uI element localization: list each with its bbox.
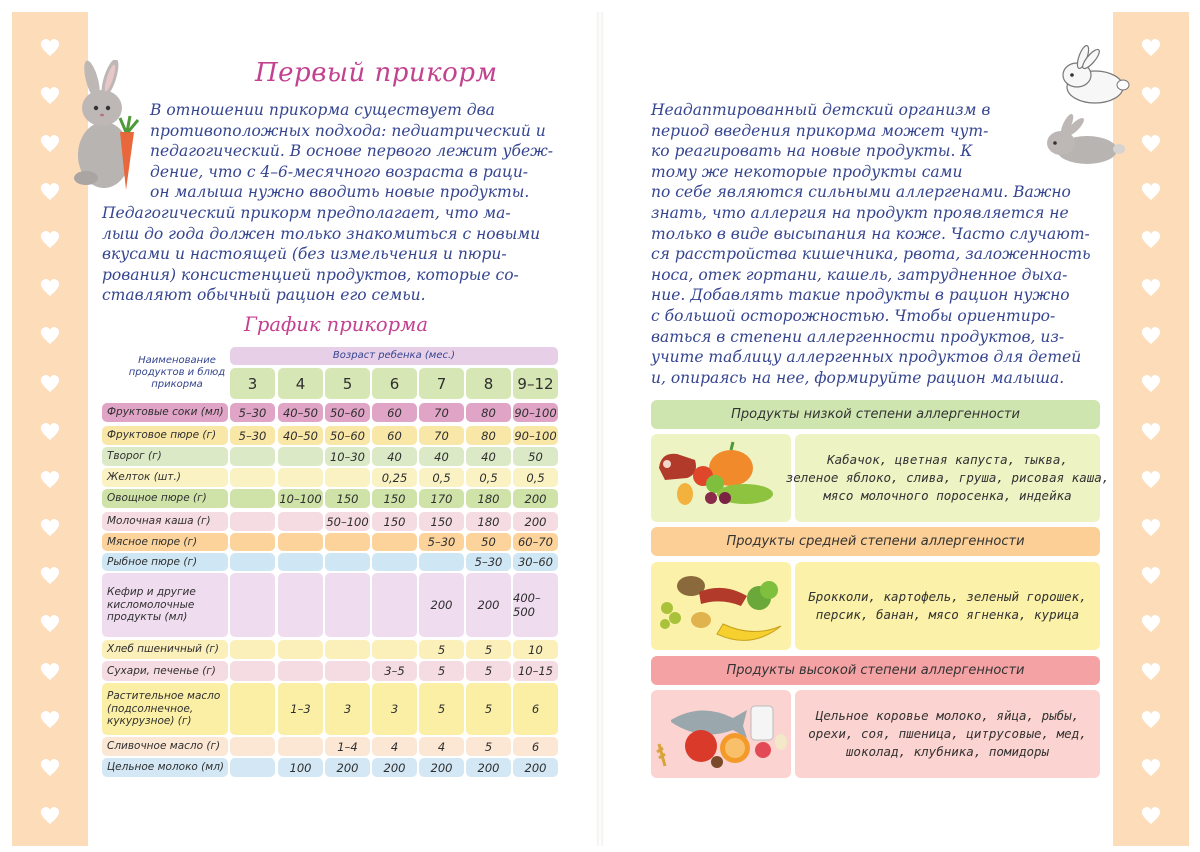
table-row-label: Мясное пюре (г) [102, 533, 228, 551]
table-cell: 180 [466, 489, 511, 508]
table-cell: 170 [419, 489, 464, 508]
heart-icon [1139, 707, 1163, 731]
table-cell: 50–60 [325, 403, 370, 422]
heart-icon [38, 515, 62, 539]
table-cell: 200 [513, 489, 558, 508]
table-cell: 50–60 [325, 426, 370, 445]
intro-line: знать, что аллергия на продукт проявляется не [651, 203, 1069, 222]
table-cell: 10–30 [325, 447, 370, 466]
table-cell [278, 640, 323, 659]
table-cell [230, 758, 275, 777]
table-cell [230, 640, 275, 659]
allergen-line: Брокколи, картофель, зеленый горошек, [808, 589, 1087, 604]
age-column-header: 4 [278, 368, 323, 399]
table-cell: 150 [372, 512, 417, 531]
heart-icon [1139, 35, 1163, 59]
heart-icon [38, 179, 62, 203]
allergen-line: орехи, соя, пшеница, цитрусовые, мед, [808, 726, 1087, 741]
table-cell: 0,25 [372, 468, 417, 487]
table-row-label: Сливочное масло (г) [102, 737, 228, 756]
low-allergen-box [651, 434, 1110, 522]
heart-icon [1139, 179, 1163, 203]
table-cell [278, 533, 323, 551]
table-cell: 0,5 [513, 468, 558, 487]
heart-icon [1139, 611, 1163, 635]
intro-line: В отношении прикорма существует два [150, 101, 495, 119]
table-cell: 40 [419, 447, 464, 466]
table-cell: 4 [372, 737, 417, 756]
table-cell: 6 [513, 737, 558, 756]
high-allergen-header: Продукты высокой степени аллергенности [651, 656, 1100, 685]
age-header: Возраст ребенка (мес.) [230, 347, 558, 365]
heart-icon [1139, 803, 1163, 827]
intro-line: педагогический. В основе первого лежит убеж- [150, 142, 554, 161]
table-cell: 200 [419, 573, 464, 637]
table-row-label: Сухари, печенье (г) [102, 661, 228, 681]
heart-icon [38, 467, 62, 491]
table-cell: 1–4 [325, 737, 370, 756]
intro-line: Неадаптированный детский организм в [651, 101, 991, 119]
table-cell [230, 737, 275, 756]
food-illustration-icon [651, 562, 791, 650]
table-cell: 80 [466, 403, 511, 422]
table-cell [278, 447, 323, 466]
right-intro-paragraph [651, 100, 1106, 388]
age-column-header: 6 [372, 368, 417, 399]
table-cell [278, 512, 323, 531]
age-column-header: 8 [466, 368, 511, 399]
table-cell: 6 [513, 683, 558, 735]
table-cell: 10–100 [278, 489, 323, 508]
table-cell: 150 [419, 512, 464, 531]
table-cell [230, 512, 275, 531]
age-column-header: 5 [325, 368, 370, 399]
medium-allergen-list [795, 562, 1100, 650]
table-cell: 4 [419, 737, 464, 756]
intro-line: он малыша нужно вводить новые продукты. [150, 183, 530, 202]
low-allergen-header: Продукты низкой степени аллергенности [651, 400, 1100, 429]
heart-icon [1139, 371, 1163, 395]
table-row-label: Фруктовые соки (мл) [102, 403, 228, 422]
table-cell [230, 553, 275, 571]
table-row-label: Овощное пюре (г) [102, 489, 228, 508]
intro-line: противоположных подхода: педиатрический и [150, 121, 546, 140]
table-row-label: Молочная каша (г) [102, 512, 228, 531]
schedule-title: График прикорма [244, 313, 428, 336]
intro-line: ся расстройства кишечника, рвота, заложенность [651, 245, 1091, 264]
heart-icon [38, 35, 62, 59]
table-row-label: Хлеб пшеничный (г) [102, 640, 228, 659]
table-cell: 5 [466, 661, 511, 681]
table-cell: 0,5 [419, 468, 464, 487]
intro-line: лыш до года должен только знакомиться с новыми [102, 224, 541, 243]
page-gutter [597, 12, 603, 846]
table-cell: 200 [513, 512, 558, 531]
table-cell: 50 [513, 447, 558, 466]
heart-icon [38, 227, 62, 251]
heart-icon [38, 659, 62, 683]
table-cell [372, 553, 417, 571]
table-cell: 60 [372, 426, 417, 445]
table-row-label: Желток (шт.) [102, 468, 228, 487]
table-cell: 50–100 [325, 512, 370, 531]
table-cell [419, 553, 464, 571]
medium-allergen-image [651, 562, 791, 650]
heart-icon [1139, 755, 1163, 779]
table-row-label: Творог (г) [102, 447, 228, 466]
table-cell: 3 [325, 683, 370, 735]
table-cell: 150 [325, 489, 370, 508]
table-cell [278, 573, 323, 637]
table-row-label: Кефир и другие кисломолочные продукты (мл) [102, 573, 228, 637]
intro-line: вкусами и настоящей (без измельчения и пюри- [102, 245, 507, 264]
table-cell: 70 [419, 403, 464, 422]
table-cell [372, 573, 417, 637]
table-cell: 3–5 [372, 661, 417, 681]
table-corner-header: Наименование продуктов и блюд прикорма [102, 347, 252, 399]
heart-icon [1139, 131, 1163, 155]
table-row-label: Цельное молоко (мл) [102, 758, 228, 777]
low-allergen-image [651, 434, 791, 522]
age-column-header: 9–12 [513, 368, 558, 399]
table-cell: 5 [466, 683, 511, 735]
table-cell [230, 468, 275, 487]
table-cell [372, 533, 417, 551]
table-cell [278, 661, 323, 681]
heart-icon [38, 131, 62, 155]
medium-allergen-header: Продукты средней степени аллергенности [651, 527, 1100, 556]
table-cell: 400–500 [513, 573, 558, 637]
high-allergen-box [651, 690, 1100, 778]
table-cell: 5 [466, 640, 511, 659]
table-cell: 3 [372, 683, 417, 735]
table-cell: 5–30 [419, 533, 464, 551]
left-intro-paragraph [102, 100, 557, 306]
table-cell [325, 533, 370, 551]
table-cell: 150 [372, 489, 417, 508]
table-cell: 70 [419, 426, 464, 445]
table-cell: 200 [513, 758, 558, 777]
food-illustration-icon [651, 690, 791, 778]
table-cell [325, 468, 370, 487]
high-allergen-list [795, 690, 1100, 778]
intro-line: ко реагировать на новые продукты. К [651, 142, 973, 161]
age-column-header: 7 [419, 368, 464, 399]
table-cell: 200 [325, 758, 370, 777]
allergen-line: зеленое яблоко, слива, груша, рисовая каша, [785, 470, 1110, 485]
allergen-line: шоколад, клубника, помидоры [845, 744, 1050, 759]
table-cell: 60–70 [513, 533, 558, 551]
heart-icon [1139, 83, 1163, 107]
intro-line: ставляют обычный рацион его семьи. [102, 286, 426, 305]
heart-icon [1139, 659, 1163, 683]
intro-line: носа, отек гортани, кашель, затрудненное дыха- [651, 265, 1068, 284]
table-cell: 40–50 [278, 426, 323, 445]
allergen-line: мясо молочного поросенка, индейка [823, 488, 1072, 503]
table-cell: 1–3 [278, 683, 323, 735]
table-cell: 90–100 [513, 426, 558, 445]
table-cell [325, 553, 370, 571]
heart-icon [38, 371, 62, 395]
table-row-label: Рыбное пюре (г) [102, 553, 228, 571]
table-cell [372, 640, 417, 659]
allergen-line: Цельное коровье молоко, яйца, рыбы, [815, 708, 1080, 723]
table-cell: 10–15 [513, 661, 558, 681]
table-cell: 5 [419, 683, 464, 735]
high-allergen-image [651, 690, 791, 778]
table-cell [230, 447, 275, 466]
table-cell [278, 468, 323, 487]
food-illustration-icon [651, 434, 791, 522]
intro-line: учите таблицу аллергенных продуктов для детей [651, 348, 1082, 367]
heart-icon [38, 611, 62, 635]
table-cell [325, 640, 370, 659]
intro-line: ние. Добавлять такие продукты в рацион нужно [651, 286, 1070, 305]
heart-icon [1139, 563, 1163, 587]
table-cell: 60 [372, 403, 417, 422]
table-row-label: Фруктовое пюре (г) [102, 426, 228, 445]
table-cell: 50 [466, 533, 511, 551]
table-cell: 40–50 [278, 403, 323, 422]
table-cell: 40 [372, 447, 417, 466]
heart-icon [1139, 419, 1163, 443]
medium-allergen-box [651, 562, 1100, 650]
age-column-header: 3 [230, 368, 275, 399]
table-cell: 90–100 [513, 403, 558, 422]
table-cell: 10 [513, 640, 558, 659]
table-cell [230, 533, 275, 551]
intro-line: период введения прикорма может чут- [651, 121, 989, 140]
intro-line: Педагогический прикорм предполагает, что ма- [102, 203, 511, 222]
table-cell [325, 661, 370, 681]
heart-icon [38, 275, 62, 299]
intro-line: по себе являются сильными аллергенами. Важно [651, 183, 1071, 202]
heart-icon [38, 83, 62, 107]
intro-line: тому же некоторые продукты сами [651, 162, 963, 181]
table-cell: 0,5 [466, 468, 511, 487]
intro-line: с большой осторожностью. Чтобы ориентиро- [651, 306, 1056, 325]
table-cell: 200 [419, 758, 464, 777]
intro-line: рования) консистенцией продуктов, которые со- [102, 265, 519, 284]
table-cell: 80 [466, 426, 511, 445]
page-title: Первый прикорм [255, 58, 498, 88]
table-cell [325, 573, 370, 637]
table-cell: 5 [419, 640, 464, 659]
allergen-line: Кабачок, цветная капуста, тыква, [827, 452, 1068, 467]
intro-line: дение, что с 4–6-месячного возраста в раци- [150, 162, 529, 181]
heart-icon [1139, 515, 1163, 539]
table-cell: 30–60 [513, 553, 558, 571]
intro-line: и, опираясь на нее, формируйте рацион малыша. [651, 368, 1065, 387]
allergen-line: персик, банан, мясо ягненка, курица [815, 607, 1080, 622]
low-allergen-list [785, 434, 1110, 522]
table-cell [230, 489, 275, 508]
table-cell [278, 737, 323, 756]
heart-icon [38, 419, 62, 443]
heart-icon [1139, 227, 1163, 251]
table-row-label: Растительное масло (подсолнечное, кукурузное) (г) [102, 683, 228, 735]
heart-icon [1139, 323, 1163, 347]
table-cell: 5–30 [230, 403, 275, 422]
table-cell [230, 661, 275, 681]
heart-icon [38, 563, 62, 587]
table-cell [230, 683, 275, 735]
table-cell: 40 [466, 447, 511, 466]
table-cell: 5–30 [230, 426, 275, 445]
table-cell: 5 [419, 661, 464, 681]
table-cell [230, 573, 275, 637]
heart-icon [38, 707, 62, 731]
table-cell: 5 [466, 737, 511, 756]
table-cell: 180 [466, 512, 511, 531]
heart-icon [1139, 275, 1163, 299]
intro-line: ваться в степени аллергенности продуктов, из- [651, 327, 1065, 346]
table-cell: 200 [466, 573, 511, 637]
heart-icon [38, 755, 62, 779]
table-cell: 100 [278, 758, 323, 777]
heart-icon [1139, 467, 1163, 491]
heart-icon [38, 803, 62, 827]
heart-icon [38, 323, 62, 347]
table-cell: 200 [466, 758, 511, 777]
table-cell: 200 [372, 758, 417, 777]
intro-line: только в виде высыпания на коже. Часто случают- [651, 224, 1090, 243]
table-cell [278, 553, 323, 571]
table-cell: 5–30 [466, 553, 511, 571]
